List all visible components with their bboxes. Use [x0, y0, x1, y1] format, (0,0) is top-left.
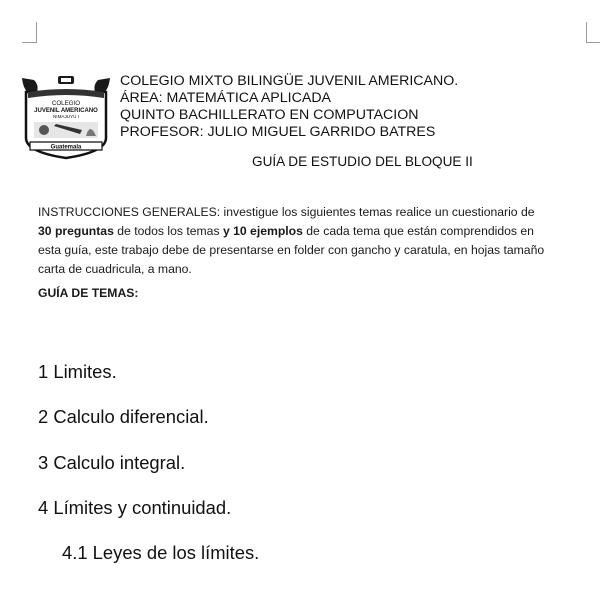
- school-logo: [20, 74, 112, 160]
- guide-title: GUÍA DE ESTUDIO DEL BLOQUE II: [252, 154, 473, 169]
- logo-banner-text: Guatemala: [50, 144, 82, 151]
- topic-item-3: 3 Calculo integral.: [38, 452, 186, 473]
- crop-mark-top-right: [586, 22, 600, 43]
- topic-item-1: 1 Limites.: [38, 361, 117, 382]
- logo-emblem-left: [39, 125, 49, 135]
- instructions-paragraph: [38, 203, 548, 279]
- header-area: ÁREA: MATEMÁTICA APLICADA: [120, 90, 332, 106]
- school-header: [120, 73, 458, 141]
- crop-mark-top-left: [22, 22, 37, 43]
- header-school-name: COLEGIO MIXTO BILINGÜE JUVENIL AMERICANO.: [120, 73, 459, 89]
- topic-item-4: 4 Límites y continuidad.: [38, 497, 232, 518]
- logo-text-line2: JUVENIL AMERICANO: [34, 108, 98, 114]
- logo-text-line3: NIMAJUYÚ I: [52, 114, 80, 119]
- instructions-text-3: de cada tema que están comprendidos en esta guía, este trabajo debe de presentarse en folder con gancho y caratula, en hojas tamaño carta de cuadricula, a mano.: [38, 224, 545, 276]
- instructions-bold-examples: y 10 ejemplos: [222, 224, 303, 238]
- header-grade: QUINTO BACHILLERATO EN COMPUTACION: [120, 107, 419, 123]
- logo-text-line1: COLEGIO: [51, 100, 81, 107]
- instructions-text-2: de todos los temas: [113, 224, 223, 238]
- instructions-text-1: INSTRUCCIONES GENERALES: investigue los siguientes temas realice un cuestionario de: [38, 205, 535, 219]
- header-teacher: PROFESOR: JULIO MIGUEL GARRIDO BATRES: [120, 124, 436, 140]
- topic-item-4-1: 4.1 Leyes de los límites.: [62, 542, 260, 563]
- topics-heading: GUÍA DE TEMAS:: [38, 286, 139, 300]
- instructions-bold-questions: 30 preguntas: [38, 224, 114, 238]
- topic-item-2: 2 Calculo diferencial.: [38, 406, 209, 427]
